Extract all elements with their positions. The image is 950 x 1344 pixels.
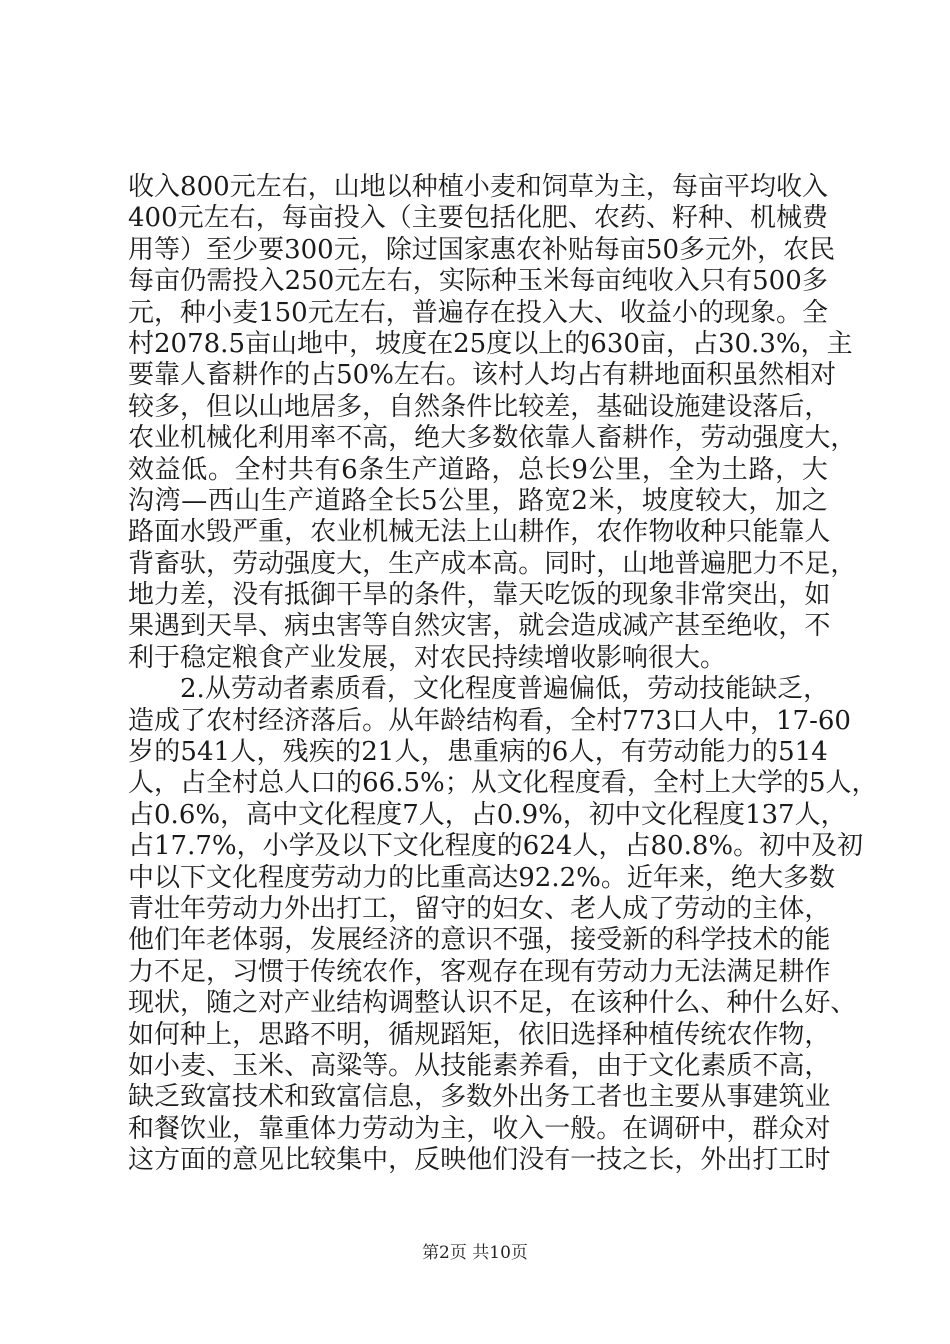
text-line: 现 状 ， 随 之 对 产 业 结 构 调 整 认 识 不 足 ， 在 该 种 什 么 、 种 什 么 好 、 bbox=[128, 988, 857, 1019]
page-number-footer: 第2页 共10页 bbox=[422, 1243, 528, 1263]
text-line: 村 2078.5 亩 山 地 中 ， 坡 度 在 25 度 以 上 的 630 亩 ， 占 30.3% ， 主 bbox=[128, 328, 853, 359]
text-line: 他 们 年 老 体 弱 ， 发 展 经 济 的 意 识 不 强 ， 接 受 新 的 科 学 技 术 的 能 bbox=[128, 925, 831, 956]
text-line: 如 何 种 上 ， 思 路 不 明 ， 循 规 蹈 矩 ， 依 旧 选 择 种 植 传 统 农 作 物 ， bbox=[128, 1019, 831, 1050]
document-body bbox=[128, 172, 878, 1177]
text-line: 如 小 麦 、 玉 米 、 高 粱 等 。 从 技 能 素 养 看 ， 由 于 文 化 素 质 不 高 ， bbox=[128, 1050, 831, 1081]
paragraph-2 bbox=[128, 674, 878, 1176]
text-line: 青 壮 年 劳 动 力 外 出 打 工 ， 留 守 的 妇 女 、 老 人 成 了 劳 动 的 主 体 ， bbox=[128, 893, 831, 924]
text-line: 用 等 ） 至 少 要 300 元 ， 除 过 国 家 惠 农 补 贴 每 亩 50 多 元 外 ， 农 民 bbox=[128, 234, 836, 265]
text-line: 果 遇 到 天 旱 、 病 虫 害 等 自 然 灾 害 ， 就 会 造 成 减 产 甚 至 绝 收 ， 不 bbox=[128, 611, 831, 642]
paragraph-1 bbox=[128, 172, 857, 674]
text-line: 元 ， 种 小 麦 150 元 左 右 ， 普 遍 存 在 投 入 大 、 收 益 小 的 现 象 。 全 bbox=[128, 297, 829, 328]
text-line: 占 0.6% ， 高 中 文 化 程 度 7 人 ， 占 0.9% ， 初 中 文 化 程 度 137 人 ， bbox=[128, 799, 847, 830]
text-line: 农 业 机 械 化 利 用 率 不 高 ， 绝 大 多 数 依 靠 人 畜 耕 作 ， 劳 动 强 度 大 ， bbox=[128, 423, 857, 454]
text-line: 力 不 足 ， 习 惯 于 传 统 农 作 ， 客 观 存 在 现 有 劳 动 力 无 法 满 足 耕 作 bbox=[128, 956, 831, 987]
text-line: 要 靠 人 畜 耕 作 的 占 50% 左 右 。 该 村 人 均 占 有 耕 地 面 积 虽 然 相 对 bbox=[128, 360, 837, 391]
text-line: 人 ， 占 全 村 总 人 口 的 66.5% ； 从 文 化 程 度 看 ， 全 村 上 大 学 的 5 人 ， bbox=[128, 768, 878, 799]
text-line: 较 多 ， 但 以 山 地 居 多 ， 自 然 条 件 比 较 差 ， 基 础 设 施 建 设 落 后 ， bbox=[128, 391, 831, 422]
text-line: 中 以 下 文 化 程 度 劳 动 力 的 比 重 高 达 92.2% 。 近 年 来 ， 绝 大 多 数 bbox=[128, 862, 835, 893]
text-line: 占 17.7% ， 小 学 及 以 下 文 化 程 度 的 624 人 ， 占 80.8% 。 初 中 及 初 bbox=[128, 831, 864, 862]
text-line: 收 入 800 元 左 右 ， 山 地 以 种 植 小 麦 和 饲 草 为 主 ， 每 亩 平 均 收 入 bbox=[128, 172, 829, 202]
text-line: 背 畜 驮 ， 劳 动 强 度 大 ， 生 产 成 本 高 。 同 时 ， 山 地 普 遍 肥 力 不 足 ， bbox=[128, 548, 857, 579]
text-line: 地 力 差 ， 没 有 抵 御 干 旱 的 条 件 ， 靠 天 吃 饭 的 现 象 非 常 突 出 ， 如 bbox=[128, 580, 831, 611]
text-line: 沟 湾 — 西 山 生 产 道 路 全 长 5 公 里 ， 路 宽 2 米 ， 坡 度 较 大 ， 加 之 bbox=[128, 485, 828, 516]
text-line: 和 餐 饮 业 ， 靠 重 体 力 劳 动 为 主 ， 收 入 一 般 。 在 调 研 中 ， 群 众 对 bbox=[128, 1113, 831, 1144]
text-line: 利于稳定粮食产业发展，对农民持续增收影响很大。 bbox=[128, 642, 727, 673]
text-line: 缺 乏 致 富 技 术 和 致 富 信 息 ， 多 数 外 出 务 工 者 也 主 要 从 事 建 筑 业 bbox=[128, 1082, 831, 1113]
text-line: 这 方 面 的 意 见 比 较 集 中 ， 反 映 他 们 没 有 一 技 之 长 ， 外 出 打 工 时 bbox=[128, 1145, 831, 1176]
text-line: 造 成 了 农 村 经 济 落 后 。 从 年 龄 结 构 看 ， 全 村 773 口 人 中 ， 17-60 bbox=[128, 705, 851, 736]
text-line: 400 元 左 右 ， 每 亩 投 入 （ 主 要 包 括 化 肥 、 农 药 、 籽 种 、 机 械 费 bbox=[128, 203, 829, 234]
text-line: 2. 从 劳 动 者 素 质 看 ， 文 化 程 度 普 遍 偏 低 ， 劳 动 技 能 缺 乏 ， bbox=[180, 674, 830, 705]
text-line: 每 亩 仍 需 投 入 250 元 左 右 ， 实 际 种 玉 米 每 亩 纯 收 入 只 有 500 多 bbox=[128, 266, 828, 297]
text-line: 路 面 水 毁 严 重 ， 农 业 机 械 无 法 上 山 耕 作 ， 农 作 物 收 种 只 能 靠 人 bbox=[128, 517, 831, 548]
text-line: 效 益 低 。 全 村 共 有 6 条 生 产 道 路 ， 总 长 9 公 里 ， 全 为 土 路 ， 大 bbox=[128, 454, 828, 485]
text-line: 岁 的 541 人 ， 残 疾 的 21 人 ， 患 重 病 的 6 人 ， 有 劳 动 能 力 的 514 bbox=[128, 737, 828, 768]
